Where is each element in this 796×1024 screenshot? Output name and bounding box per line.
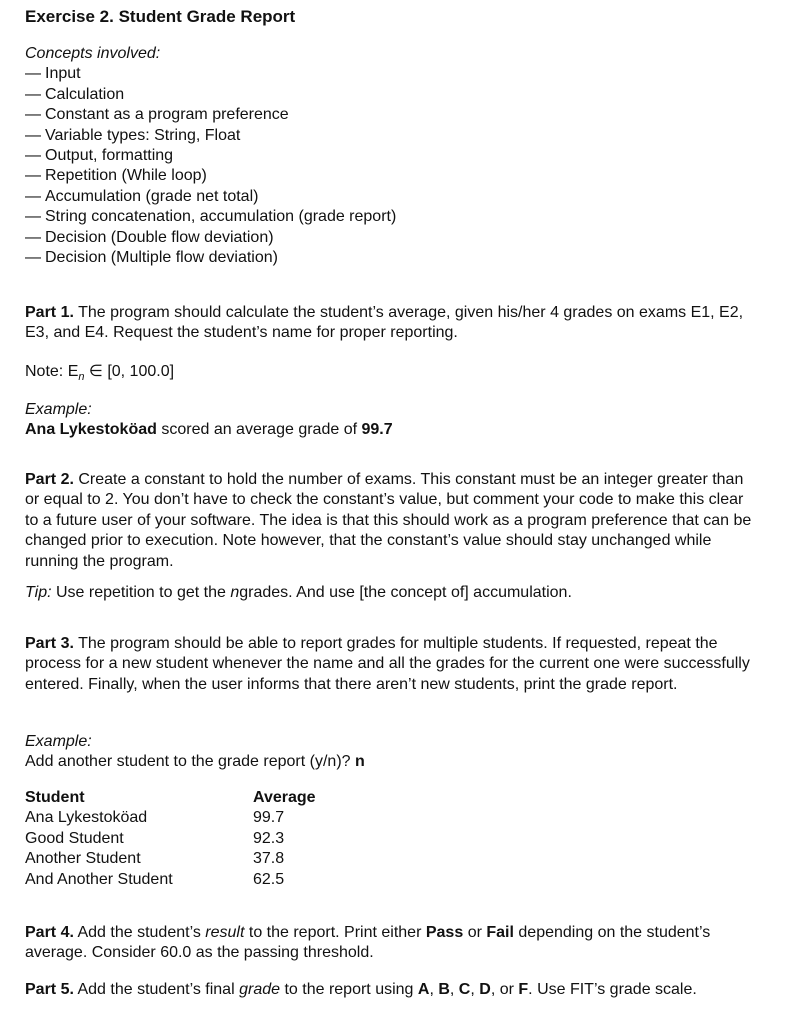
concept-item: — Variable types: String, Float — [25, 126, 396, 146]
list-dash: — — [25, 85, 41, 103]
part1-label: Part 1. — [25, 304, 74, 321]
table-row: Ana Lykestoköad 99.7 — [25, 809, 285, 827]
part3-section — [25, 634, 760, 695]
part3-text: Part 3. The program should be able to report grades for multiple students. If requested, repeat the process for a new student whenever the name and all the grades for the current one were successfully entered. Finally, when the user informs that there aren’t new students, print the grade report. — [25, 635, 750, 693]
list-dash: — — [25, 249, 41, 267]
part2-tip: Tip: Use repetition to get the ngrades. And use [the concept of] accumulation. — [25, 584, 572, 601]
table-header — [25, 788, 316, 808]
concept-item: — Repetition (While loop) — [25, 166, 396, 186]
table-row: Good Student 92.3 — [25, 829, 285, 847]
example-output: Ana Lykestoköad scored an average grade of 99.7 — [25, 421, 393, 439]
concept-item: — Accumulation (grade net total) — [25, 187, 396, 207]
part3-label: Part 3. — [25, 635, 74, 652]
concept-item: — Input — [25, 64, 396, 84]
list-dash: — — [25, 167, 41, 185]
concept-item: — Calculation — [25, 85, 396, 105]
concept-item: — Constant as a program preference — [25, 105, 396, 125]
table-row: And Another Student 62.5 — [25, 870, 285, 888]
list-dash: — — [25, 126, 41, 144]
table-row: Another Student 37.8 — [25, 850, 285, 868]
concepts-section — [25, 44, 396, 268]
part1-note: Note: $E_n$ ∈ [0, 100.0] — [25, 363, 175, 384]
example-label: Example: — [25, 401, 92, 418]
header-student: Student — [25, 789, 85, 806]
concepts-list — [25, 64, 396, 268]
note-subscript: n — [78, 371, 85, 384]
part4-text: Part 4. Add the student’s result to the report. Print either Pass or Fail depending on the student’s average. Consider 60.0 as the passing threshold. — [25, 924, 711, 962]
grade-report-table — [25, 788, 316, 890]
part4-label: Part 4. — [25, 924, 74, 941]
list-dash: — — [25, 208, 41, 226]
part5-label: Part 5. — [25, 981, 74, 998]
list-dash: — — [25, 187, 41, 205]
example-label: Example: — [25, 733, 92, 750]
list-dash: — — [25, 106, 41, 124]
prompt-line: Add another student to the grade report (y/n)? n — [25, 753, 365, 771]
concept-item: — Output, formatting — [25, 146, 396, 166]
list-dash: — — [25, 228, 41, 246]
concept-item: — Decision (Double flow deviation) — [25, 228, 396, 248]
part5-section — [25, 980, 760, 1000]
part4-section — [25, 923, 760, 964]
concept-item: — Decision (Multiple flow deviation) — [25, 248, 396, 268]
part1-section — [25, 303, 760, 344]
part3-example — [25, 732, 760, 773]
concept-item: — String concatenation, accumulation (grade report) — [25, 207, 396, 227]
tip-label: Tip: — [25, 584, 52, 601]
part1-text: Part 1. The program should calculate the student’s average, given his/her 4 grades on exams E1, E2, E3, and E4. Request the student’s name for proper reporting. — [25, 304, 744, 342]
part2-label: Part 2. — [25, 471, 74, 488]
part2-section — [25, 470, 760, 572]
part1-example — [25, 400, 760, 441]
exercise-title: Exercise 2. Student Grade Report — [25, 7, 296, 26]
list-dash: — — [25, 65, 41, 83]
concepts-heading: Concepts involved: — [25, 45, 161, 62]
part5-text: Part 5. Add the student’s final grade to the report using A, B, C, D, or F. Use FIT’s grade scale. — [25, 981, 697, 998]
header-average: Average — [253, 789, 316, 806]
part2-text: Part 2. Create a constant to hold the number of exams. This constant must be an integer greater than or equal to 2. You don’t have to check the constant’s value, but comment your code to make this clear to a future user of your software. The idea is that this should work as a program preference that can be changed prior to execution. Note however, that the constant’s value should stay unchanged while running the program. — [25, 471, 752, 570]
list-dash: — — [25, 147, 41, 165]
